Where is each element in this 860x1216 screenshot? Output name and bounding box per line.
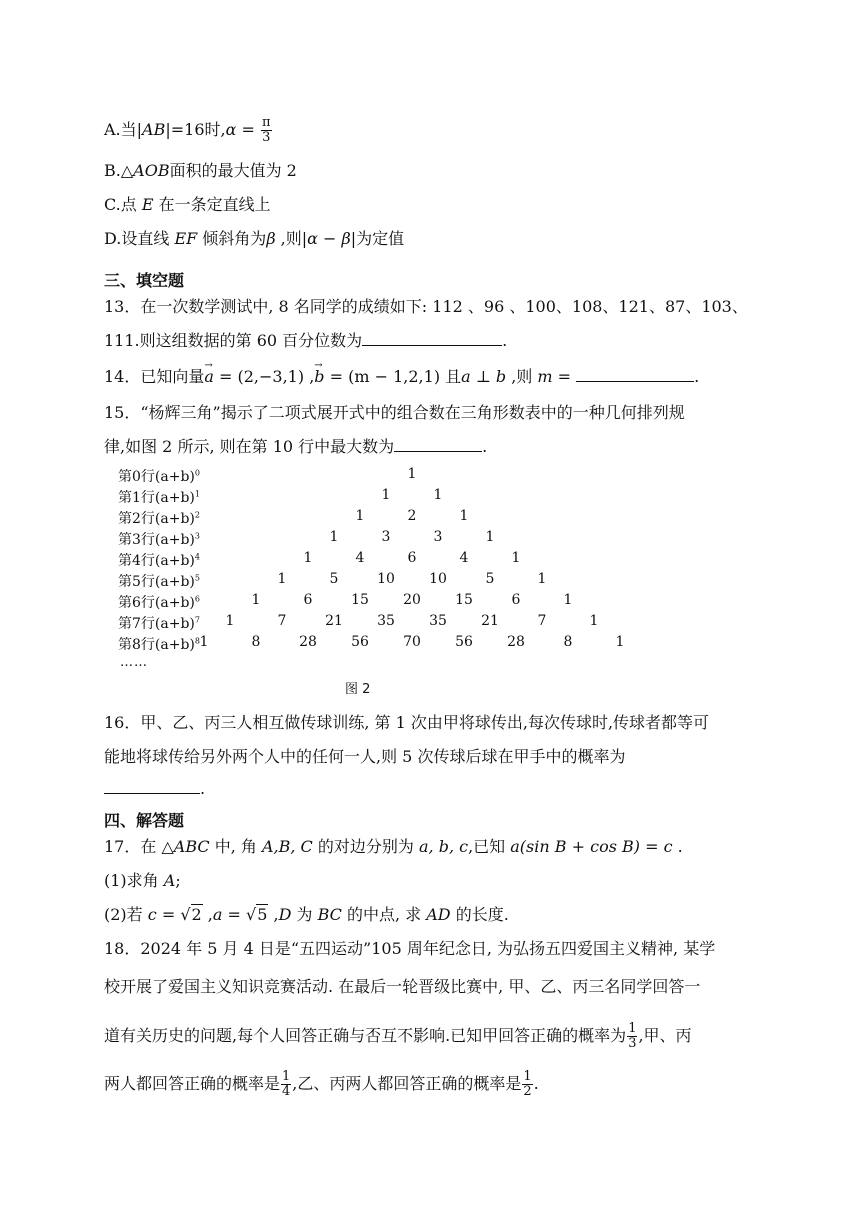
comma: , — [202, 905, 213, 924]
triangle-ellipsis: …… — [120, 655, 148, 670]
fraction-numerator: π — [262, 115, 271, 130]
triangle-number: 5 — [485, 571, 495, 587]
option-a-text: A.当| — [104, 120, 143, 139]
ad-var: AD — [426, 905, 451, 924]
triangle-number: 1 — [433, 487, 443, 503]
q15-line1: 15．“杨辉三角”揭示了二项式展开式中的组合数在三角形数表中的一种几何排列规 — [104, 403, 685, 422]
q17-equation: a(sin B + cos B) = c — [510, 837, 673, 856]
triangle-number: 3 — [381, 529, 391, 545]
q16-line2: 能地将球传给另外两个人中的任何一人,则 5 次传球后球在甲手中的概率为 — [104, 747, 626, 766]
q14-post: ,则 — [506, 367, 538, 386]
triangle-number: 28 — [507, 634, 525, 650]
triangle-row-label: 第2行$(a+b)^2$ — [118, 510, 200, 527]
q16-line3 — [104, 778, 205, 800]
vector-b-value: = (m − 1,2,1) 且 — [324, 367, 462, 386]
q16-answer-blank — [104, 779, 200, 794]
triangle-row-label: 第4行$(a+b)^4$ — [118, 552, 200, 569]
option-b-text: B.△ — [104, 161, 134, 180]
q16-end: . — [200, 779, 206, 798]
triangle-number: 2 — [407, 508, 417, 524]
triangle-number: 6 — [511, 592, 521, 608]
q17-part2-mid2: 的中点, 求 — [341, 905, 427, 924]
q18-text-mid: ,乙、丙两人都回答正确的概率是 — [292, 1074, 522, 1093]
q13-line2 — [104, 330, 507, 352]
triangle-number: 28 — [299, 634, 317, 650]
q15-end: . — [482, 437, 488, 456]
triangle-number: 10 — [429, 571, 447, 587]
option-d-post: |为定值 — [350, 229, 405, 248]
triangle-row — [112, 529, 612, 550]
sqrt2: √2 — [180, 905, 202, 924]
triangle-number: 1 — [407, 466, 417, 482]
q18-line1: 18．2024 年 5 月 4 日是“五四运动”105 周年纪念日, 为弘扬五四爱国主义精神, 某学 — [104, 939, 716, 958]
fraction-denominator: 3 — [262, 130, 271, 145]
q17-end: . — [672, 837, 683, 856]
triangle-row-label: 第3行$(a+b)^3$ — [118, 531, 200, 548]
fraction-numerator: 1 — [523, 1069, 532, 1084]
option-c — [104, 194, 271, 216]
triangle-number: 35 — [429, 613, 447, 629]
q18-text-end: . — [533, 1074, 539, 1093]
q17-part2-end: 的长度. — [450, 905, 509, 924]
triangle-number: 35 — [377, 613, 395, 629]
fraction-1-4 — [281, 1070, 291, 1099]
pi-over-3-fraction — [261, 116, 272, 145]
triangle-number: 4 — [459, 550, 469, 566]
angles-abc: A,B, C — [261, 837, 313, 856]
equals: = — [156, 905, 181, 924]
sides-abc: a, b, c — [418, 837, 469, 856]
section-solve-heading: 四、解答题 — [104, 811, 185, 830]
triangle-number: 1 — [355, 508, 365, 524]
bc-var: BC — [317, 905, 342, 924]
triangle-row — [112, 634, 625, 655]
q17-text-b: 中, 角 — [209, 837, 262, 856]
q13-line1: 13．在一次数学测试中, 8 名同学的成绩如下: 112 、96 、100、108、121、87、103、 — [104, 297, 748, 316]
triangle-number: 1 — [485, 529, 495, 545]
equals: = — [222, 905, 246, 924]
triangle-number: 1 — [225, 613, 235, 629]
q15-answer-blank — [394, 437, 482, 452]
q17-part1 — [104, 870, 181, 892]
vector-a: → a — [204, 366, 214, 388]
figure-caption: 图 2 — [345, 682, 371, 697]
q17-text: 17．在 △ — [104, 837, 174, 856]
triangle-number: 6 — [303, 592, 313, 608]
q17-part2-text: (2)若 — [104, 905, 148, 924]
d-var: D — [278, 905, 292, 924]
sqrt5-radicand: 5 — [257, 905, 268, 924]
aob-var: AOB — [133, 161, 170, 180]
triangle-number: 15 — [351, 592, 369, 608]
m-var: m — [537, 367, 553, 386]
triangle-number: 1 — [589, 613, 599, 629]
triangle-abc: ABC — [173, 837, 210, 856]
triangle-number: 1 — [615, 634, 625, 650]
triangle-number: 7 — [537, 613, 547, 629]
triangle-number: 15 — [455, 592, 473, 608]
triangle-number: 1 — [329, 529, 339, 545]
fraction-1-2 — [522, 1070, 532, 1099]
q18-text-end: ,甲、丙 — [638, 1026, 692, 1045]
comma: , — [268, 905, 279, 924]
option-d-mid2: ,则| — [275, 229, 308, 248]
fraction-numerator: 1 — [282, 1069, 291, 1084]
triangle-number: 20 — [403, 592, 421, 608]
fraction-numerator: 1 — [628, 1021, 637, 1036]
triangle-number: 10 — [377, 571, 395, 587]
q18-line2: 校开展了爱国主义知识竞赛活动. 在最后一轮晋级比赛中, 甲、乙、丙三名同学回答一 — [104, 977, 701, 996]
triangle-number: 21 — [325, 613, 343, 629]
q13-text: 111.则这组数据的第 60 百分位数为 — [104, 331, 363, 350]
triangle-number: 7 — [277, 613, 287, 629]
triangle-row — [112, 550, 612, 571]
triangle-number: 1 — [537, 571, 547, 587]
triangle-number: 1 — [303, 550, 313, 566]
q14-answer-blank — [576, 367, 694, 382]
triangle-number: 1 — [459, 508, 469, 524]
triangle-number: 8 — [251, 634, 261, 650]
q17-text-d: ,已知 — [468, 837, 511, 856]
triangle-number: 70 — [403, 634, 421, 650]
e-var: E — [141, 195, 154, 214]
option-b — [104, 160, 297, 182]
triangle-row-label: 第1行$(a+b)^1$ — [118, 489, 200, 506]
q18-line4 — [104, 1070, 539, 1099]
beta-var: β — [266, 229, 276, 248]
triangle-number: 1 — [563, 592, 573, 608]
option-d-text: D.设直线 — [104, 229, 175, 248]
triangle-number: 3 — [433, 529, 443, 545]
triangle-number: 1 — [277, 571, 287, 587]
q16-line1: 16．甲、乙、丙三人相互做传球训练, 第 1 次由甲将球传出,每次传球时,传球者都等可 — [104, 713, 710, 732]
q13-answer-blank — [362, 331, 502, 346]
triangle-row — [112, 487, 612, 508]
q17-part2 — [104, 904, 509, 926]
option-b-post: 面积的最大值为 2 — [169, 161, 297, 180]
q14-line — [104, 366, 699, 388]
triangle-row — [112, 466, 612, 487]
ab-var: AB — [142, 120, 166, 139]
triangle-number: 8 — [563, 634, 573, 650]
vector-b: → b — [314, 366, 324, 388]
triangle-row — [112, 592, 612, 613]
sqrt5: √5 — [246, 905, 268, 924]
q13-end: . — [502, 331, 508, 350]
triangle-row — [112, 508, 612, 529]
option-d-mid: 倾斜角为 — [197, 229, 267, 248]
triangle-number: 56 — [351, 634, 369, 650]
q14-end: . — [694, 367, 700, 386]
triangle-row — [112, 571, 612, 592]
triangle-row-label: 第0行$(a+b)^0$ — [118, 468, 200, 485]
triangle-number: 6 — [407, 550, 417, 566]
sqrt2-radicand: 2 — [191, 905, 202, 924]
c-var: c — [147, 905, 157, 924]
triangle-row-label: 第6行$(a+b)^6$ — [118, 594, 200, 611]
fraction-denominator: 3 — [628, 1036, 637, 1051]
option-a — [104, 116, 273, 145]
triangle-number: 21 — [481, 613, 499, 629]
perpendicular-condition: a ⊥ b — [461, 367, 507, 386]
triangle-row — [112, 613, 612, 634]
q17-part1-text: (1)求角 — [104, 871, 164, 890]
alpha-minus-beta: α − β — [307, 229, 351, 248]
equals: = — [236, 120, 260, 139]
q15-text: 律,如图 2 所示, 则在第 10 行中最大数为 — [104, 437, 395, 456]
option-d — [104, 228, 404, 250]
q18-text: 道有关历史的问题,每个人回答正确与否互不影响.已知甲回答正确的概率为 — [104, 1026, 627, 1045]
section-fill-in-heading: 三、填空题 — [104, 271, 185, 290]
fraction-denominator: 4 — [282, 1084, 291, 1099]
q18-line3 — [104, 1022, 692, 1051]
triangle-number: 1 — [251, 592, 261, 608]
equals: = — [552, 367, 577, 386]
option-a-mid: |=16时, — [165, 120, 226, 139]
triangle-row-label: 第8行$(a+b)^8$ — [118, 636, 200, 653]
q18-text: 两人都回答正确的概率是 — [104, 1074, 281, 1093]
q17-line1 — [104, 836, 683, 858]
triangle-number: 1 — [511, 550, 521, 566]
option-c-post: 在一条定直线上 — [153, 195, 271, 214]
q17-part1-end: ; — [175, 871, 181, 890]
ef-var: EF — [174, 229, 198, 248]
q15-line2 — [104, 436, 487, 458]
alpha-var: α — [225, 120, 237, 139]
q17-text-c: 的对边分别为 — [312, 837, 419, 856]
fraction-1-3 — [627, 1022, 637, 1051]
q14-text: 14．已知向量 — [104, 367, 205, 386]
triangle-row-label: 第5行$(a+b)^5$ — [118, 573, 200, 590]
triangle-number: 1 — [199, 634, 209, 650]
option-c-text: C.点 — [104, 195, 142, 214]
q17-part2-mid: 为 — [291, 905, 318, 924]
triangle-number: 56 — [455, 634, 473, 650]
angle-a: A — [163, 871, 176, 890]
triangle-number: 4 — [355, 550, 365, 566]
triangle-number: 5 — [329, 571, 339, 587]
a-var: a — [212, 905, 223, 924]
yang-hui-triangle-figure — [112, 466, 625, 696]
vector-a-value: = (2,−3,1) , — [213, 367, 315, 386]
triangle-number: 1 — [381, 487, 391, 503]
fraction-denominator: 2 — [523, 1084, 532, 1099]
triangle-row-label: 第7行$(a+b)^7$ — [118, 615, 200, 632]
